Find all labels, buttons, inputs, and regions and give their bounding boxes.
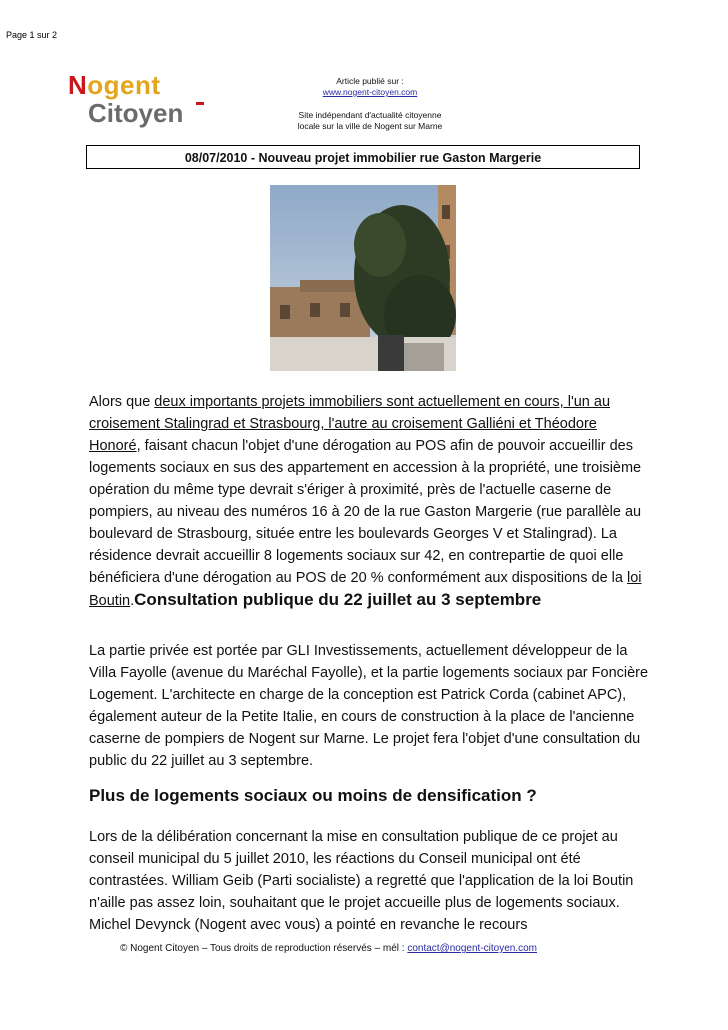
article-paragraph-3: Lors de la délibération concernant la mise en consultation publique de ce projet au conseil municipal du 5 juillet 2010, les réactions du Conseil municipal ont été contrastées. William Geib (Parti socialiste) a regretté que l'application de la loi Boutin n'aille pas assez loin, souhaitant que le projet accueille plus de logements sociaux. Michel Devynck (Nogent avec vous) a pointé en revanche le recours (89, 829, 634, 933)
logo-letter-n: N (68, 70, 88, 100)
site-url-link[interactable]: www.nogent-citoyen.com (322, 87, 418, 97)
consultation-subheading: Consultation publique du 22 juillet au 3 septembre (134, 590, 542, 609)
article-paragraph-2: La partie privée est portée par GLI Investissements, actuellement développeur de la Villa Fayolle (avenue du Maréchal Fayolle), et la partie logements sociaux par Foncière Logement. L'architecte en charge de la conception est Patrick Corda (cabinet APC), également auteur de la Petite Italie, en cours de construction à la place de l'ancienne caserne de pompiers de Nogent sur Marne. Le projet fera l'objet d'une consultation du public du 22 juillet au 3 septembre. (89, 643, 649, 769)
published-label: Article publié sur : (336, 76, 404, 86)
page-footer (120, 943, 537, 954)
article-paragraph-1 (89, 391, 649, 612)
footer-email-link[interactable]: contact@nogent-citoyen.com (407, 943, 538, 954)
page-indicator: Page 1 sur 2 (6, 30, 58, 40)
paragraph-1-body: , faisant chacun l'objet d'une dérogation au POS afin de pouvoir accueillir des logements sociaux en sus des appartement en accession à la propriété, une troisième opération du même type devrait s'ériger à proximité, près de l'actuelle caserne de pompiers, au niveau des numéros 16 à 20 de la rue Gaston Margerie (rue parallèle au boulevard de Strasbourg, située entre les boulevards Georges V et Stalingrad). La résidence devrait accueillir 8 logements sociaux sur 42, en contrepartie de quoi elle bénéficiera d'une dérogation au POS de 20 % conformément aux dispositions de la (89, 438, 642, 586)
logo-accent-dash (196, 102, 204, 105)
building-photo-illustration (270, 185, 456, 371)
section-heading: Plus de logements sociaux ou moins de densification ? (89, 786, 537, 805)
site-logo[interactable] (66, 70, 206, 134)
article-photo (270, 185, 456, 371)
footer-copyright: © Nogent Citoyen – Tous droits de reproduction réservés – mél : (120, 943, 408, 954)
paragraph-1-intro: Alors que (89, 394, 155, 410)
site-description-line-1: Site indépendant d'actualité citoyenne (298, 110, 442, 120)
site-description-line-2: locale sur la ville de Nogent sur Marne (297, 121, 443, 131)
article-title: 08/07/2010 - Nouveau projet immobilier rue Gaston Margerie (86, 145, 640, 169)
logo-word-nogent: ogent (87, 70, 161, 100)
logo-word-citoyen: Citoyen (88, 98, 184, 128)
loi-boutin-link[interactable]: loi Boutin (89, 570, 642, 609)
paragraph-1-end: . (130, 593, 135, 609)
site-info (270, 76, 470, 132)
projects-link[interactable]: deux importants projets immobiliers sont actuellement en cours, l'un au croisement Stalingrad et Strasbourg, l'autre au croisement Galliéni et Théodore Honoré (89, 394, 611, 454)
